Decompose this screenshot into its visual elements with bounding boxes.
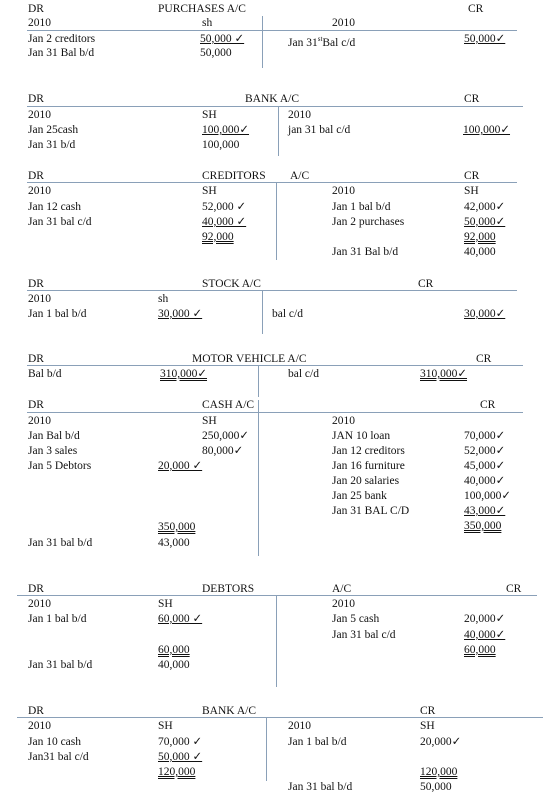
cr-label: CR: [468, 3, 484, 15]
entry-label: Jan 2 creditors: [28, 33, 96, 45]
year: 2010: [28, 720, 51, 732]
year: 2010: [332, 17, 355, 29]
account-title: MOTOR VEHICLE A/C: [192, 353, 307, 365]
unit: SH: [202, 415, 217, 427]
cr-label: CR: [464, 93, 480, 105]
cr-label: CR: [418, 278, 434, 290]
unit: SH: [420, 720, 435, 732]
year: 2010: [28, 415, 51, 427]
dr-label: DR: [28, 399, 44, 411]
unit: SH: [202, 109, 217, 121]
t-account-divider: [258, 400, 259, 556]
year: 2010: [28, 185, 51, 197]
t-account-divider: [262, 290, 263, 334]
entry-value: 50,000: [420, 781, 452, 793]
dr-label: DR: [28, 3, 44, 15]
t-account-top-rule: [27, 30, 517, 31]
dr-label: DR: [28, 705, 44, 717]
entry-value: 52,000 ✓: [202, 201, 247, 213]
t-account-divider: [258, 365, 259, 397]
entry-value: 40,000: [464, 246, 496, 258]
entry-label: bal c/d: [272, 308, 303, 320]
year: 2010: [332, 415, 355, 427]
entry-value: 45,000✓: [464, 460, 506, 472]
total-value: 350,000: [158, 521, 196, 533]
t-account-top-rule: [17, 595, 537, 596]
entry-value: 40,000 ✓: [202, 216, 247, 228]
year: 2010: [332, 185, 355, 197]
entry-value: 50,000 ✓: [158, 751, 203, 763]
account-title: BANK A/C: [202, 705, 256, 717]
unit: sh: [158, 293, 169, 305]
entry-value: 70,000✓: [464, 430, 506, 442]
t-account-top-rule: [27, 182, 517, 183]
cr-label: CR: [476, 353, 492, 365]
entry-label: Jan 31 bal b/d: [28, 659, 93, 671]
year: 2010: [28, 293, 51, 305]
entry-label: Jan 1 bal b/d: [28, 613, 87, 625]
entry-label: Jan 31 bal c/d: [332, 629, 396, 641]
entry-label: Jan 1 bal b/d: [332, 201, 391, 213]
entry-label: Jan 31 b/d: [28, 139, 76, 151]
dr-label: DR: [28, 170, 44, 182]
entry-label: Jan 20 salaries: [332, 475, 400, 487]
entry-label: Jan 2 purchases: [332, 216, 405, 228]
t-account-top-rule: [17, 717, 543, 718]
entry-value: 310,000✓: [420, 368, 468, 380]
account-title: CREDITORS: [202, 170, 266, 182]
unit: SH: [464, 185, 479, 197]
entry-label: Jan31 bal c/d: [28, 751, 89, 763]
entry-value: 40,000✓: [464, 475, 506, 487]
entry-label: JAN 10 loan: [332, 430, 391, 442]
year: 2010: [288, 720, 311, 732]
entry-value: 43,000: [158, 537, 190, 549]
entry-label: Jan Bal b/d: [28, 430, 80, 442]
year: 2010: [288, 109, 311, 121]
entry-label: bal c/d: [288, 368, 319, 380]
entry-value: 60,000 ✓: [158, 613, 203, 625]
t-account-divider: [262, 16, 263, 68]
entry-label: Jan 31 bal c/d: [28, 216, 92, 228]
t-account-divider: [276, 595, 277, 687]
cr-label: CR: [506, 583, 522, 595]
entry-label: Jan 1 bal b/d: [28, 308, 87, 320]
entry-value: 100,000✓: [463, 124, 511, 136]
t-account-top-rule: [27, 290, 517, 291]
t-account-top-rule: [27, 365, 523, 366]
entry-label: Jan 31 BAL C/D: [332, 505, 410, 517]
entry-label: Jan 31 bal b/d: [288, 781, 353, 793]
t-account-divider: [278, 106, 279, 156]
total-value: 60,000: [158, 644, 190, 656]
account-title-suffix: A/C: [332, 583, 352, 595]
entry-value: 100,000: [202, 139, 240, 151]
entry-label: Jan 31 Bal b/d: [28, 47, 95, 59]
entry-label: Jan 31 Bal b/d: [332, 246, 399, 258]
total-value: 120,000: [420, 766, 458, 778]
entry-value: 50,000: [200, 47, 232, 59]
entry-value: 30,000 ✓: [158, 308, 203, 320]
account-title-suffix: A/C: [290, 170, 310, 182]
entry-label: Jan 10 cash: [28, 736, 82, 748]
entry-value: 20,000✓: [420, 736, 462, 748]
entry-label: Jan 5 cash: [332, 613, 380, 625]
entry-label: Jan 16 furniture: [332, 460, 405, 472]
dr-label: DR: [28, 583, 44, 595]
entry-value: 100,000✓: [202, 124, 250, 136]
dr-label: DR: [28, 93, 44, 105]
entry-value: 20,000 ✓: [158, 460, 203, 472]
cr-label: CR: [420, 705, 436, 717]
entry-value: 50,000✓: [464, 33, 506, 45]
entry-value: 40,000✓: [464, 629, 506, 641]
entry-label: Jan 12 creditors: [332, 445, 405, 457]
t-account-divider: [266, 717, 267, 781]
entry-value: 30,000✓: [464, 308, 506, 320]
account-title: PURCHASES A/C: [158, 3, 246, 15]
entry-label: Jan 12 cash: [28, 201, 82, 213]
entry-value: 310,000✓: [160, 368, 208, 380]
entry-value: 70,000 ✓: [158, 736, 203, 748]
unit: sh: [202, 17, 213, 29]
year: 2010: [28, 109, 51, 121]
total-value: 92,000: [202, 231, 234, 243]
total-value: 60,000: [464, 644, 496, 656]
entry-label: Jan 31 bal b/d: [28, 537, 93, 549]
entry-label: Jan 25 bank: [332, 490, 387, 502]
unit: SH: [158, 720, 173, 732]
entry-value: 100,000✓: [464, 490, 512, 502]
entry-label: jan 31 bal c/d: [288, 124, 351, 136]
year: 2010: [28, 598, 51, 610]
account-title: BANK A/C: [245, 93, 299, 105]
dr-label: DR: [28, 278, 44, 290]
t-account-divider: [276, 182, 277, 260]
year: 2010: [332, 598, 355, 610]
year: 2010: [28, 17, 51, 29]
t-account-top-rule: [27, 412, 523, 413]
total-value: 92,000: [464, 231, 496, 243]
unit: SH: [158, 598, 173, 610]
entry-value: 42,000✓: [464, 201, 506, 213]
entry-value: 80,000✓: [202, 445, 244, 457]
entry-value: 43,000✓: [464, 505, 506, 517]
entry-value: 50,000 ✓: [200, 33, 245, 45]
dr-label: DR: [28, 353, 44, 365]
entry-value: 250,000✓: [202, 430, 250, 442]
account-title: CASH A/C: [202, 399, 255, 411]
total-value: 350,000: [464, 520, 502, 532]
cr-label: CR: [480, 399, 496, 411]
unit: SH: [202, 185, 217, 197]
account-title: STOCK A/C: [202, 278, 261, 290]
cr-label: CR: [464, 170, 480, 182]
entry-value: 20,000✓: [464, 613, 506, 625]
entry-label: Jan 25cash: [28, 124, 79, 136]
entry-label: Jan 1 bal b/d: [288, 736, 347, 748]
account-title: DEBTORS: [202, 583, 255, 595]
entry-label: Jan 31stBal c/d: [288, 35, 356, 49]
entry-value: 50,000✓: [464, 216, 506, 228]
entry-label: Jan 5 Debtors: [28, 460, 92, 472]
t-account-top-rule: [27, 106, 523, 107]
entry-label: Jan 3 sales: [28, 445, 78, 457]
entry-label: Bal b/d: [28, 368, 62, 380]
total-value: 120,000: [158, 766, 196, 778]
entry-value: 40,000: [158, 659, 190, 671]
entry-value: 52,000✓: [464, 445, 506, 457]
